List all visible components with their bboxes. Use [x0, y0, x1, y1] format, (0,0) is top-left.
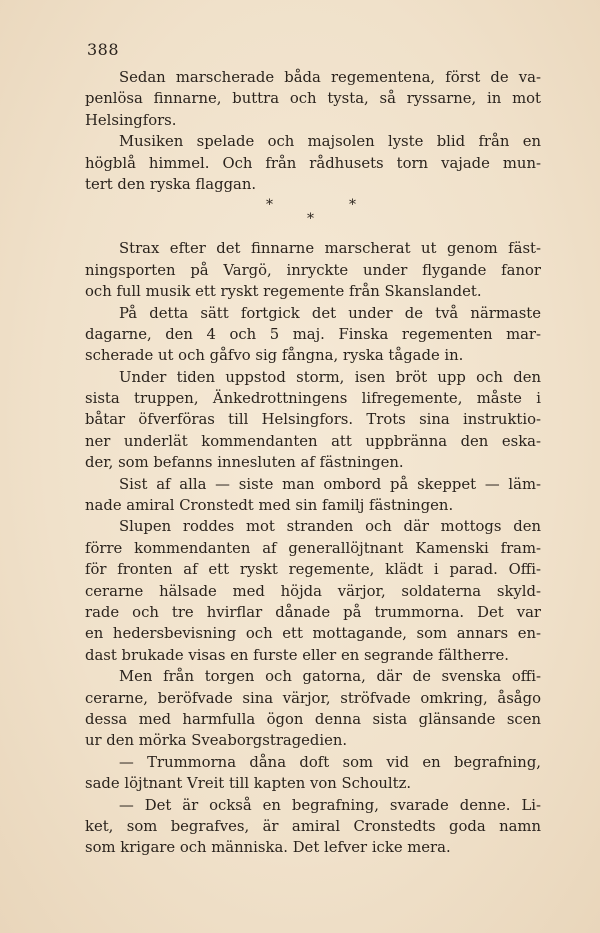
text-line: ur den mörka Sveaborgstragedien.: [85, 732, 348, 750]
text-line: Men från torgen och gatorna, där de svenska offi-: [119, 668, 541, 686]
text-line: scherade ut och gåfvo sig fångna, ryska tågade in.: [85, 347, 464, 365]
text-block-2: [85, 238, 541, 858]
text-line: — Trummorna dåna doft som vid en begrafning,: [119, 753, 541, 771]
text-line: På detta sätt fortgick det under de två närmaste: [119, 304, 541, 322]
text-line: Sist af alla — siste man ombord på skeppet — läm-: [119, 475, 541, 493]
divider-asterisk: *: [307, 211, 314, 228]
text-line: sista truppen, Änkedrottningens lifregemente, måste i: [85, 390, 541, 408]
text-line: ningsporten på Vargö, inryckte under flygande fanor: [85, 261, 541, 279]
text-line: rade och tre hvirflar dånade på trummorna. Det var: [85, 603, 541, 621]
text-line: Sedan marscherade båda regementena, först de va-: [119, 69, 541, 86]
text-block-1: [85, 67, 541, 195]
text-line: — Det är också en begrafning, svarade denne. Li-: [119, 796, 541, 814]
text-line: sade löjtnant Vreit till kapten von Schoultz.: [85, 775, 412, 793]
text-line: cerarne hälsade med höjda värjor, soldaterna skyld-: [85, 582, 541, 600]
text-line: ner underlät kommendanten att uppbränna den eska-: [85, 432, 541, 450]
text-line: Under tiden uppstod storm, isen bröt upp och den: [119, 368, 541, 386]
text-line: nade amiral Cronstedt med sin familj fästningen.: [85, 497, 454, 515]
text-line: ket, som begrafves, är amiral Cronstedts goda namn: [85, 817, 541, 835]
text-line: högblå himmel. Och från rådhusets torn vajade mun-: [85, 154, 541, 172]
text-line: båtar öfverföras till Helsingfors. Trots sina instruktio-: [85, 411, 541, 429]
text-line: der, som befanns innesluten af fästningen.: [85, 454, 404, 472]
text-line: Strax efter det finnarne marscherat ut genom fäst-: [119, 240, 541, 258]
page-number: 388: [87, 40, 120, 59]
text-line: förre kommendanten af generallöjtnant Kamenski fram-: [85, 539, 541, 557]
text-line: och full musik ett ryskt regemente från Skanslandet.: [85, 283, 482, 301]
divider-asterisk: *: [266, 197, 273, 214]
text-line: Helsingfors.: [85, 111, 177, 129]
section-divider: [85, 195, 541, 238]
text-line: dagarne, den 4 och 5 maj. Finska regementen mar-: [85, 325, 541, 343]
text-line: för fronten af ett ryskt regemente, klädt i parad. Offi-: [85, 561, 541, 579]
divider-asterisk: *: [349, 197, 356, 214]
text-line: dast brukade visas en furste eller en segrande fältherre.: [85, 646, 510, 664]
text-line: dessa med harmfulla ögon denna sista glänsande scen: [85, 710, 541, 728]
text-line: Slupen roddes mot stranden och där mottogs den: [119, 518, 541, 536]
body-text: [85, 67, 541, 859]
text-line: Musiken spelade och majsolen lyste blid från en: [119, 133, 541, 151]
text-line: tert den ryska flaggan.: [85, 175, 257, 193]
text-line: som krigare och människa. Det lefver icke mera.: [85, 839, 451, 857]
text-line: penlösa finnarne, buttra och tysta, så ryssarne, in mot: [85, 90, 541, 108]
text-line: cerarne, beröfvade sina värjor, ströfvade omkring, åsågo: [85, 689, 541, 707]
text-line: en hedersbevisning och ett mottagande, som annars en-: [85, 625, 541, 643]
